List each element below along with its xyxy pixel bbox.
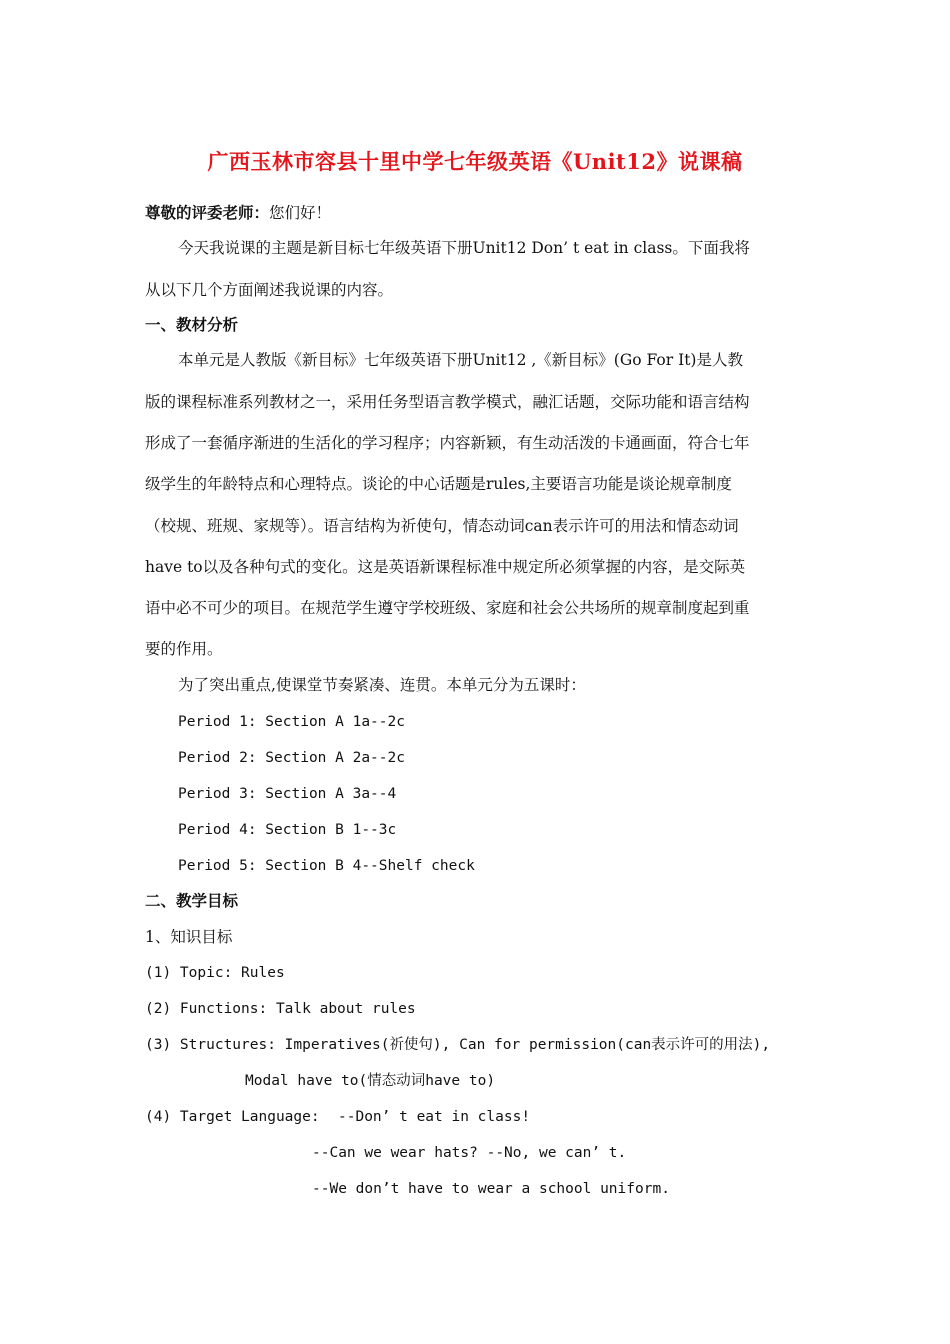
period-item: Period 5: Section B 4--Shelf check [178, 858, 475, 874]
target-line: --Can we wear hats? --No, we can’ t. [312, 1145, 627, 1161]
greeting-lead: 尊敬的评委老师： [145, 203, 270, 222]
intro-line-2: 从以下几个方面阐述我说课的内容。 [145, 281, 394, 299]
paragraph-line: 版的课程标准系列教材之一，采用任务型语言教学模式，融汇话题，交际功能和语言结构 [145, 393, 750, 411]
paragraph-line: 语中必不可少的项目。在规范学生遵守学校班级、家庭和社会公共场所的规章制度起到重 [145, 599, 750, 617]
period-item: Period 3: Section A 3a--4 [178, 786, 397, 802]
period-item: Period 4: Section B 1--3c [178, 822, 397, 838]
modal-line: Modal have to(情态动词have to) [245, 1073, 496, 1089]
objective-item: (2) Functions: Talk about rules [145, 1001, 416, 1017]
periods-intro: 为了突出重点,使课堂节奏紧凑、连贯。本单元分为五课时： [178, 676, 586, 694]
paragraph-line: 本单元是人教版《新目标》七年级英语下册Unit12 ,《新目标》(Go For It)是人教 [178, 351, 743, 369]
paragraph-line: 要的作用。 [145, 640, 223, 658]
intro-line-1: 今天我说课的主题是新目标七年级英语下册Unit12 Don’ t eat in class。下面我将 [178, 239, 750, 257]
period-item: Period 2: Section A 2a--2c [178, 750, 405, 766]
document-title: 广西玉林市容县十里中学七年级英语《Unit12》说课稿 [207, 149, 743, 174]
section-heading-materials: 一、教材分析 [145, 315, 239, 334]
subheading-knowledge: 1、知识目标 [145, 928, 233, 946]
paragraph-line: （校规、班规、家规等）。语言结构为祈使句，情态动词can表示许可的用法和情态动词 [145, 517, 739, 535]
objective-item: (3) Structures: Imperatives(祈使句), Can for permission(can表示许可的用法), [145, 1037, 771, 1053]
target-line: --Don’ t eat in class! [338, 1109, 531, 1125]
section-heading-objectives: 二、教学目标 [145, 891, 239, 910]
paragraph-line: have to以及各种句式的变化。这是英语新课程标准中规定所必须掌握的内容，是交际英 [145, 558, 746, 576]
target-line: --We don’t have to wear a school uniform. [312, 1181, 670, 1197]
paragraph-line: 级学生的年龄特点和心理特点。谈论的中心话题是rules,主要语言功能是谈论规章制度 [145, 475, 732, 493]
paragraph-line: 形成了一套循序渐进的生活化的学习程序；内容新颖，有生动活泼的卡通画面，符合七年 [145, 434, 750, 452]
greeting [145, 203, 331, 223]
target-language-label: (4) Target Language: [145, 1109, 320, 1125]
greeting-rest: 您们好！ [269, 204, 332, 222]
objective-item: (1) Topic: Rules [145, 965, 285, 981]
period-item: Period 1: Section A 1a--2c [178, 714, 405, 730]
